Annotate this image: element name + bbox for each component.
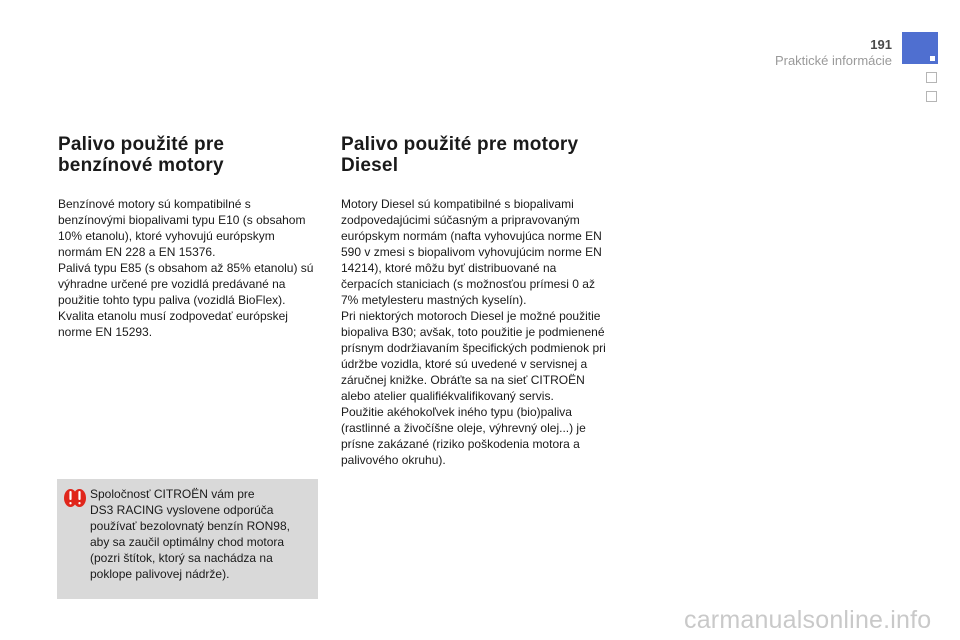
warning-line: používať bezolovnatý benzín RON98, bbox=[90, 519, 290, 533]
watermark: carmanualsonline.info bbox=[684, 606, 932, 634]
tab-outline-box-1 bbox=[926, 72, 937, 83]
paragraph: Použitie akéhokoľvek iného typu (bio)paliva (rastlinné a živočíšne oleje, výhrevný olej...) je prísne zakázané (riziko poškodenia motora a palivového okruhu). bbox=[341, 405, 586, 467]
petrol-section-title bbox=[58, 134, 316, 176]
warning-line: aby sa zaučil optimálny chod motora bbox=[90, 535, 285, 549]
diesel-section-body bbox=[341, 196, 606, 468]
section-name: Praktické informácie bbox=[774, 53, 892, 68]
warning-text bbox=[90, 486, 305, 582]
page-number: 191 bbox=[870, 37, 892, 52]
paragraph: Palivá typu E85 (s obsahom až 85% etanolu) sú výhradne určené pre vozidlá predávané na použitie tohto typu paliva (vozidlá BioFlex). Kvalita etanolu musí zodpovedať európskej norme EN 15293. bbox=[58, 261, 314, 339]
warning-line: DS3 RACING vyslovene odporúča bbox=[90, 503, 274, 517]
warning-box bbox=[57, 479, 318, 599]
petrol-section-body bbox=[58, 196, 316, 340]
warning-icon bbox=[63, 486, 87, 510]
paragraph: Benzínové motory sú kompatibilné s benzínovými biopalivami typu E10 (s obsahom 10% etanolu), ktoré vyhovujú európskym normám EN 228 a EN 15376. bbox=[58, 197, 306, 259]
title-line: Palivo použité pre bbox=[58, 134, 225, 155]
warning-line: (pozri štítok, ktorý sa nachádza na bbox=[90, 551, 273, 565]
tab-dot bbox=[930, 56, 935, 61]
paragraph: Pri niektorých motoroch Diesel je možné použitie biopaliva B30; avšak, toto použitie je podmienené prísnym dodržiavaním špecifických podmienok pri údržbe vozidla, ktoré sú uvedené v servisnej a záručnej knižke. Obráťte sa na sieť CITROËN alebo atelier qualifiékvalifikovaný servis. bbox=[341, 309, 606, 403]
section-tab-marker bbox=[902, 32, 938, 64]
warning-line: Spoločnosť CITROËN vám pre bbox=[90, 487, 255, 501]
diesel-section bbox=[341, 134, 606, 468]
paragraph: Motory Diesel sú kompatibilné s biopalivami zodpovedajúcimi súčasným a pripravovaným európskym normám (nafta vyhovujúca norme EN 590 v zmesi s biopalivom vyhovujúcim norme EN 14214), ktoré môžu byť distribuované na čerpacích staniciach (s možnosťou prímesi 0 až 7% metylesteru mastných kyselín). bbox=[341, 197, 602, 307]
title-line: benzínové motory bbox=[58, 155, 224, 176]
title-line: Palivo použité pre motory bbox=[341, 134, 579, 155]
petrol-section bbox=[58, 134, 316, 340]
tab-outline-box-2 bbox=[926, 91, 937, 102]
diesel-section-title bbox=[341, 134, 606, 176]
warning-line: poklope palivovej nádrže). bbox=[90, 567, 230, 581]
title-line: Diesel bbox=[341, 155, 399, 176]
